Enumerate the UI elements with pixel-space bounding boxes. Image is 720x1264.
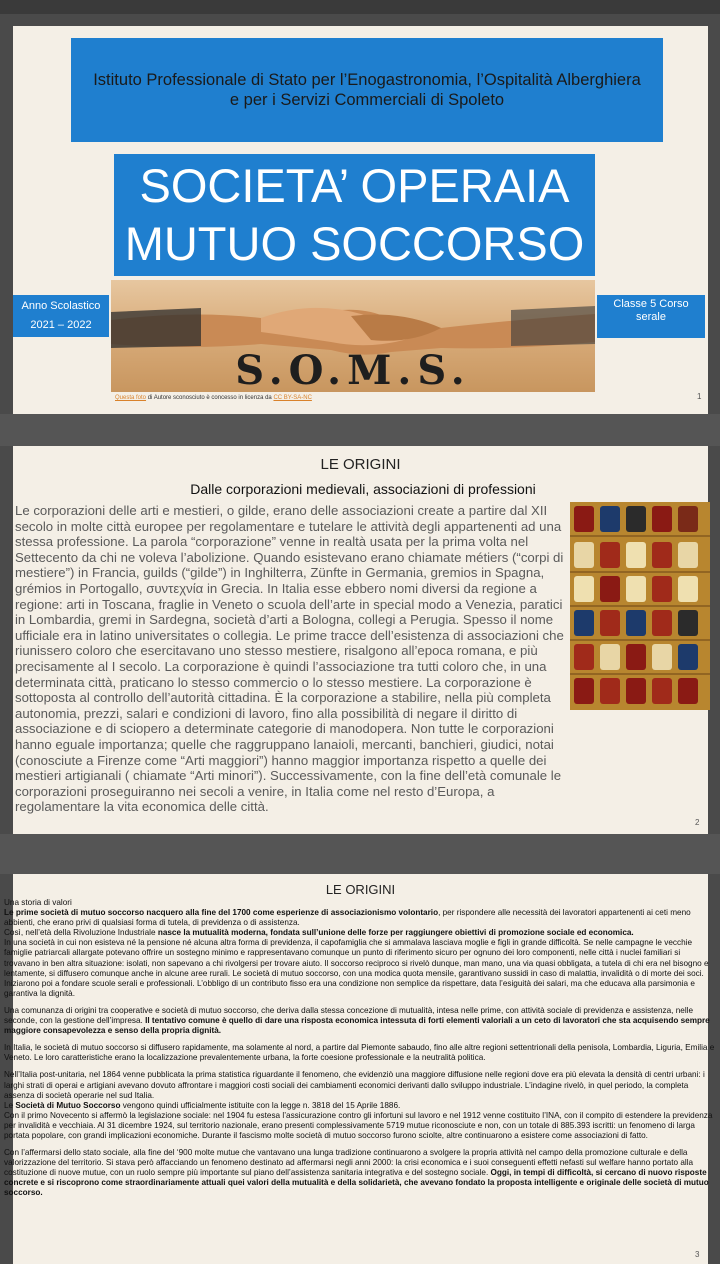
slide-body: Le corporazioni delle arti e mestieri, o gilde, erano delle associazioni create a partire dal XII secolo in molte città europee per regolamentare e tutelare le attività degli appartenenti ad una stessa professione. La parola “corporazione” venne in realtà usata per la prima volta nel Settecento da chi ne voleva l’abolizione. Quando esistevano erano chiamate métiers (“corpi di mestiere”) in Francia, guilds (“gilde”) in Inghilterra, Zünfte in Germania, gremios in Spagna, grémios in Portogallo, συντεχνία in Grecia. In Italia esse ebbero nomi diversi da regione a regione: arti in Toscana, fraglie in Veneto o scuola dell’arte in special modo a Venezia, paratici in Lombardia, gremi in Sardegna, società d’arti a Bologna, collegi a Perugia. Spesso il nome ufficiale era in latino universitates o collegia. Le prime tracce dell’esistenza di associazioni che riunissero coloro che esercitavano uno stesso mestiere, risalgono all’epoca romana, e più precisamente al I secolo. La corporazione è quindi l’associazione tra tutti coloro che, in una determinata città, praticano lo stesso commercio o lo stesso mestiere. La corporazione è sottoposta al controllo dell’autorità cittadina. È la corporazione a stabilire, nella più completa autonomia, prezzi, salari e condizioni di lavoro, fino alla possibilità di negare il diritto di associazione e di sciopero a determinate categorie di manodopera. Non tutte le corporazioni hanno eguale importanza; quelle che raggruppano lanaioli, mercanti, banchieri, giudici, notai (conosciute a Firenze come “Arti maggiori”) hanno maggior importanza rispetto a quelle dei mestieri artigianali ( chiamate “Arti minori”). Successivamente, con la fine dell’età comunale le corporazioni proseguiranno nei secoli a venire, in Italia come nel resto d’Europa, a regolamentare la vita economica delle città.: [15, 503, 564, 815]
slide-title: LE ORIGINI: [320, 456, 401, 473]
credit-text: di Autore sconosciuto è concesso in licenza da: [146, 395, 274, 401]
credit-link[interactable]: Questa foto: [115, 395, 147, 401]
institute-name: Istituto Professionale di Stato per l’Enogastronomia, l’Ospitalità Alberghiera e per i Servizi Commerciali di Spoleto: [93, 71, 641, 109]
page-number: 2: [695, 818, 700, 827]
slide-subtitle: Dalle corporazioni medievali, associazioni di professioni: [190, 481, 536, 497]
title-line-1: SOCIETA’ OPERAIA: [139, 159, 570, 212]
title-banner: [114, 154, 595, 276]
text-bold: Società di Mutuo Soccorso: [15, 1100, 121, 1110]
slide-3[interactable]: [4, 874, 715, 1264]
school-year-box: [13, 295, 109, 337]
guild-crests-icon: [570, 502, 710, 710]
slide-gap: [0, 414, 720, 446]
top-bar: [0, 0, 720, 14]
photo-credit: [115, 395, 312, 401]
text: , per rispondere alle necessità dei lavoratori appartenenti ai ceti meno abbienti, che erano privi di qualsiasi forma di tutela, di previdenza o di assistenza.: [4, 908, 691, 928]
page-number: 3: [695, 1250, 700, 1259]
slide-title: LE ORIGINI: [325, 882, 396, 897]
slide-gap: [0, 834, 720, 874]
text: Con il primo Novecento si affermò la legislazione sociale: nel 1904 fu estesa l’assicurazione contro gli infortuni sul lavoro e nel 1912 venne costituito l’INA, con il compito di estendere la previdenza per invalidità e vecchiaia. Al 31 dicembre 1924, sul territorio nazionale, erano presenti complessivamente 5719 mutue riconosciute e non, con un totale di 885.393 iscritti: un fenomeno di larga portata popolare, con grandi implicazioni economiche. Durante il fascismo molte società di mutuo soccorso furono sciolte, altre continuarono a esistere come associazioni di fatto.: [4, 1110, 713, 1140]
text-bold: Oggi, in tempi di difficoltà, si cercano di nuovo risposte concrete e si riscoprono come straordinariamente attuali quei valori della mutualità e della solidarietà, che avevano fondato la proposta intelligente e originale delle società di mutuo soccorso.: [4, 1168, 709, 1198]
text: Nell’Italia post-unitaria, nel 1864 venne pubblicata la prima statistica riguardante il fenomeno, che evidenziò una maggiore diffusione nelle regioni dove era più elevata la densità di centri urbani: i larghi strati di operai e artigiani avevano dovuto affrontare i maggiori costi sociali dei cambiamenti economici derivanti dallo sviluppo industriale. L’indagine rivelò, in quel periodo, la completa assenza di società operarie nel sud Italia.: [4, 1070, 705, 1100]
text: Così, nell’età della Rivoluzione Industriale: [4, 928, 158, 938]
text: vengono quindi ufficialmente istituite con la legge n. 3818 del 15 Aprile 1886.: [120, 1100, 401, 1110]
text: Una comunanza di origini tra cooperative e società di mutuo soccorso, che deriva dalla stessa concezione di mutualità, intesa nelle prime, con attività sociale di previdenza e assistenza, nelle seconde, con la gestione dell’impresa.: [4, 1005, 694, 1026]
text: Le: [4, 1100, 16, 1110]
school-year-value: 2021 – 2022: [30, 319, 92, 331]
class-label: Classe 5 Corso serale: [613, 298, 689, 323]
section-heading: Una storia di valori: [4, 898, 72, 907]
text-bold: Il tentativo comune è quello di dare una risposta economica intessuta di forti elementi valoriali a un ceto di lavoratori che sta acquisendo sempre maggiore consapevolezza e senso della propria dignità.: [4, 1016, 710, 1036]
soms-acronym: S.O.M.S.: [235, 347, 471, 394]
slide-body: [4, 898, 716, 1206]
page-number: 1: [697, 392, 702, 401]
text-bold: Le prime società di mutuo soccorso nacquero alla fine del 1700 come esperienze di associazionismo volontario: [4, 908, 439, 918]
slide-1[interactable]: [13, 26, 708, 414]
text: In Italia, le società di mutuo soccorso si diffusero rapidamente, ma solamente al nord, a partire dal Piemonte sabaudo, fino alle altre regioni settentrionali della penisola, Lombardia, Liguria, Emilia e Veneto. Le loro caratteristiche erano la localizzazione prevalentemente urbana, la forte coesione professionale e la neutralità politica.: [4, 1043, 715, 1063]
text: Con l’affermarsi dello stato sociale, alla fine del ‘900 molte mutue che vantavano una lunga tradizione continuarono a svolgere la propria attività nel campo della promozione culturale e della valorizzazione del territorio. Si stava però affacciando un fenomeno destinato ad affermarsi negli anni 2000: la crisi economica e i suoi conseguenti effetti nefasti sul welfare hanno portato alla costituzione di nuove mutue, con un ruolo sempre più importante sul piano dell’assistenza sanitaria integrativa e del sostegno sociale.: [4, 1148, 694, 1178]
license-link[interactable]: CC BY-SA-NC: [273, 395, 312, 401]
title-line-2: MUTUO SOCCORSO: [124, 217, 585, 270]
guild-crests-image: [570, 502, 710, 710]
slide-2[interactable]: [13, 446, 708, 834]
text: In una società in cui non esisteva né la pensione né alcuna altra forma di previdenza, il capofamiglia che si ammalava lasciava moglie e figli in grande difficoltà. Se nelle campagne le vecchie famiglie patriarcali allargate potevano offrire un sostegno minimo e rappresentavano comunque un punto di riferimento sicuro per ognuno dei loro componenti, nelle città i nuclei familiari si trovavano in ben altra situazione: isolati, non sapevano a chi rivolgersi per trovare aiuto. Il soccorso reciproco si rivelò dunque, man mano, una via quasi obbligata, a tutela di chi era nel bisogno e lentamente, si diffusero comunque anche in alcune aree rurali. Le società di mutuo soccorso, con una modica quota mensile, garantivano sussidi in caso di malattia, invalidità o di morte dei soci. Iniziarono poi a fondare scuole serali e professionali. L’obbligo di un contributo fisso era una condizione non semplice da rispettare, data l’esiguità dei salari, ma che educava alla parsimonia e garantiva la dignità.: [4, 938, 709, 998]
class-box: [597, 295, 705, 338]
institute-banner: [71, 38, 663, 142]
school-year-label: Anno Scolastico: [21, 300, 101, 312]
text-bold: nasce la mutualità moderna, fondata sull’unione delle forze per raggiungere obiettivi di promozione sociale ed economica.: [157, 928, 634, 938]
